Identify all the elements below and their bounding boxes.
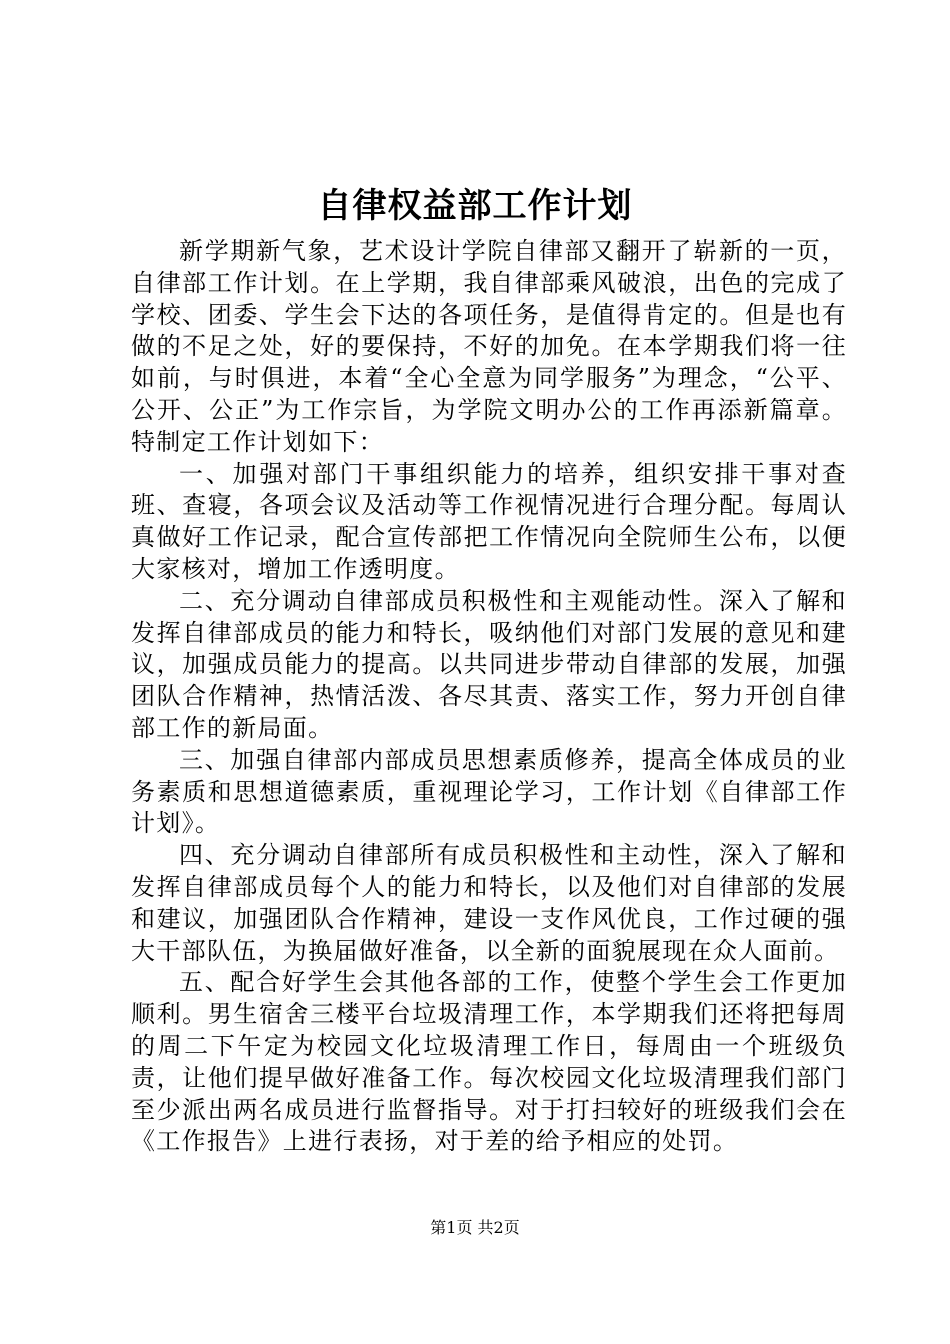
document-body	[131, 236, 847, 1158]
item-paragraph-2: 二、充分调动自律部成员积极性和主观能动性。深入了解和发挥自律部成员的能力和特长，吸纳他们对部门发展的意见和建议，加强成员能力的提高。以共同进步带动自律部的发展，加强团队合作精神，热情活泼、各尽其责、落实工作，努力开创自律部工作的新局面。	[131, 586, 847, 742]
item-paragraph-1: 一、加强对部门干事组织能力的培养，组织安排干事对查班、查寝，各项会议及活动等工作视情况进行合理分配。每周认真做好工作记录，配合宣传部把工作情况向全院师生公布，以便大家核对，增加工作透明度。	[131, 459, 847, 583]
page-title: 自律权益部工作计划	[317, 186, 633, 226]
item-paragraph-4: 四、充分调动自律部所有成员积极性和主动性，深入了解和发挥自律部成员每个人的能力和特长，以及他们对自律部的发展和建议，加强团队合作精神，建设一支作风优良，工作过硬的强大干部队伍，为换届做好准备，以全新的面貌展现在众人面前。	[131, 841, 847, 965]
intro-paragraph: 新学期新气象，艺术设计学院自律部又翻开了崭新的一页，自律部工作计划。在上学期，我自律部乘风破浪，出色的完成了学校、团委、学生会下达的各项任务，是值得肯定的。但是也有做的不足之处，好的要保持，不好的加免。在本学期我们将一往如前，与时俱进，本着“全心全意为同学服务”为理念，“公平、公开、公正”为工作宗旨，为学院文明办公的工作再添新篇章。特制定工作计划如下：	[131, 237, 847, 456]
page-footer: 第1页 共2页	[430, 1218, 520, 1237]
item-paragraph-5: 五、配合好学生会其他各部的工作，使整个学生会工作更加顺利。男生宿舍三楼平台垃圾清理工作，本学期我们还将把每周的周二下午定为校园文化垃圾清理工作日，每周由一个班级负责，让他们提早做好准备工作。每次校园文化垃圾清理我们部门至少派出两名成员进行监督指导。对于打扫较好的班级我们会在《工作报告》上进行表扬，对于差的给予相应的处罚。	[131, 968, 847, 1156]
item-paragraph-3: 三、加强自律部内部成员思想素质修养，提高全体成员的业务素质和思想道德素质，重视理论学习，工作计划《自律部工作计划》。	[131, 745, 847, 838]
